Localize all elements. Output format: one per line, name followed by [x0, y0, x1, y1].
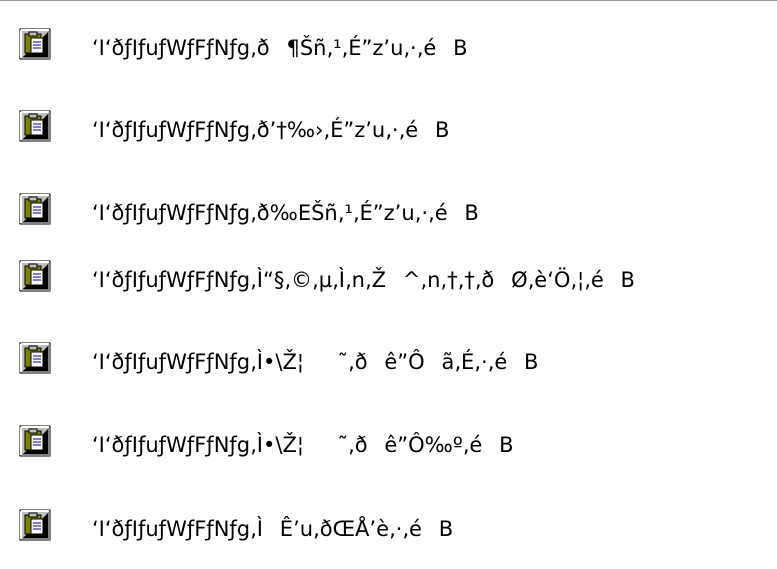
topic-item-label: ‘I‘ðƒIƒuƒWƒFƒNƒg‚Ì“§‚©‚µ‚Ì‚n‚Ž^‚n‚†‚†‚ðØ‚è‘Ö‚¦‚éB [92, 268, 635, 292]
clipboard-paste-icon [19, 425, 59, 465]
clipboard-paste-icon [19, 28, 59, 68]
topic-item-label: ‘I‘ðƒIƒuƒWƒFƒNƒg‚Ì•\Ž¦˜‚ðê”Ô‰º‚éB [92, 433, 514, 457]
topic-item[interactable] [0, 28, 777, 68]
topic-item[interactable] [0, 193, 777, 233]
topic-item[interactable] [0, 509, 777, 549]
topic-item-label: ‘I‘ðƒIƒuƒWƒFƒNƒg‚ð’†‰›‚É”z’u‚·‚éB [92, 118, 450, 142]
clipboard-paste-icon [19, 342, 59, 382]
topic-item-label: ‘I‘ðƒIƒuƒWƒFƒNƒg‚Ì•\Ž¦˜‚ðê”Ôã‚É‚·‚éB [92, 350, 539, 374]
topic-item[interactable] [0, 342, 777, 382]
topic-item[interactable] [0, 110, 777, 150]
clipboard-paste-icon [19, 193, 59, 233]
topic-item-label: ‘I‘ðƒIƒuƒWƒFƒNƒg‚ð‰EŠñ‚¹‚É”z’u‚·‚éB [92, 201, 479, 225]
clipboard-paste-icon [19, 110, 59, 150]
topic-item[interactable] [0, 425, 777, 465]
clipboard-paste-icon [19, 509, 59, 549]
topic-item-label: ‘I‘ðƒIƒuƒWƒFƒNƒg‚ð¶Šñ‚¹‚É”z’u‚·‚éB [92, 36, 468, 60]
topic-item[interactable] [0, 260, 777, 300]
clipboard-paste-icon [19, 260, 59, 300]
topic-item-label: ‘I‘ðƒIƒuƒWƒFƒNƒg‚ÌÊ’u‚ðŒÅ’è‚·‚éB [92, 517, 454, 541]
